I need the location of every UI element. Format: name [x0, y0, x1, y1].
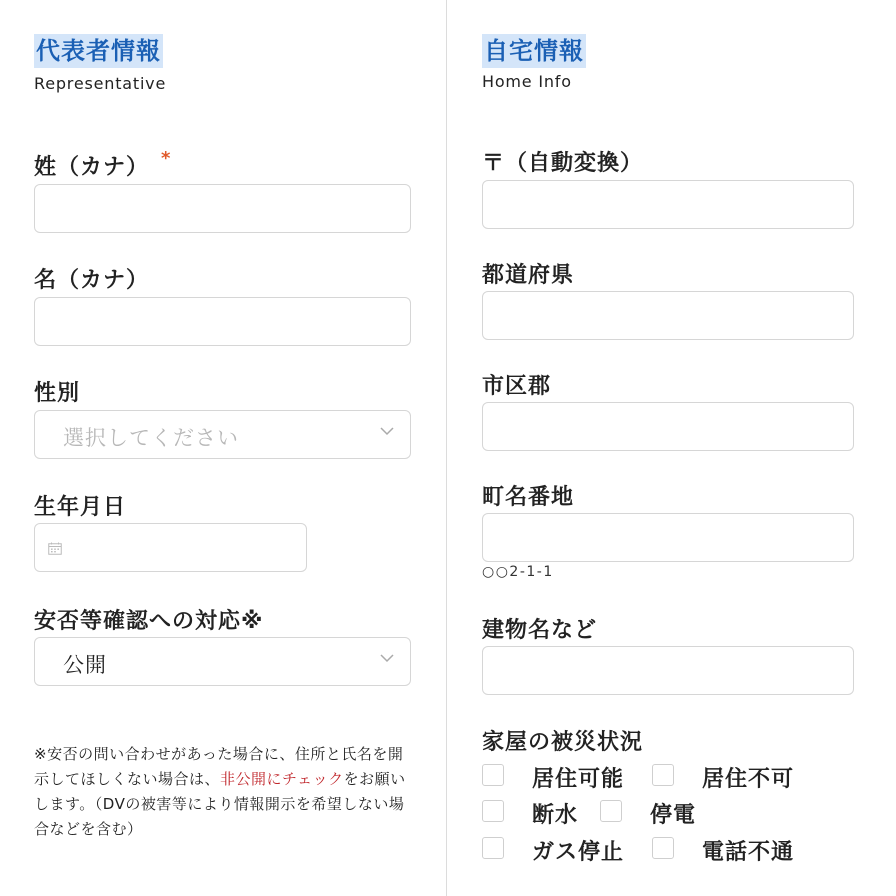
safety-check-value: 公開 — [63, 653, 107, 677]
gender-select[interactable] — [34, 410, 411, 459]
safety-check-label: 安否等確認への対応※ — [34, 609, 264, 634]
birthdate-field[interactable] — [34, 523, 307, 572]
postal-code-label: 〒（自動変換） — [482, 151, 644, 176]
safety-note-highlight: 非公開にチェック — [220, 770, 344, 788]
representative-subtitle: Representative — [34, 74, 167, 93]
birthdate-label: 生年月日 — [34, 495, 127, 520]
prefecture-field[interactable] — [482, 291, 854, 340]
street-input[interactable] — [483, 514, 853, 561]
safety-note-text: ※安否の問い合わせがあった場合に、住所と氏名を開示してほしくない場合は、 — [34, 745, 404, 788]
last-name-kana-field[interactable] — [34, 184, 411, 233]
home-title: 自宅情報 — [482, 34, 586, 68]
chevron-down-icon — [380, 651, 394, 667]
home-subtitle: Home Info — [482, 72, 572, 91]
representative-title: 代表者情報 — [34, 34, 163, 68]
chevron-down-icon — [380, 424, 394, 440]
city-field[interactable] — [482, 402, 854, 451]
building-field[interactable] — [482, 646, 854, 695]
damage-row-1 — [482, 762, 854, 792]
checkbox-label: 居住可能 — [532, 767, 625, 792]
damage-row-3 — [482, 835, 854, 865]
checkbox-phone-outage[interactable] — [652, 837, 674, 859]
checkbox-label: 断水 — [532, 803, 579, 828]
safety-check-select[interactable] — [34, 637, 411, 686]
first-name-kana-field[interactable] — [34, 297, 411, 346]
first-name-kana-label: 名（カナ） — [34, 268, 150, 293]
checkbox-label: 居住不可 — [702, 767, 795, 792]
checkbox-label: ガス停止 — [532, 840, 625, 865]
checkbox-label: 停電 — [650, 803, 697, 828]
prefecture-label: 都道府県 — [482, 263, 575, 288]
city-input[interactable] — [483, 403, 853, 450]
damage-status-label: 家屋の被災状況 — [482, 730, 644, 755]
last-name-kana-label — [34, 150, 171, 181]
postal-code-input[interactable] — [483, 181, 853, 228]
checkbox-uninhabitable[interactable] — [652, 764, 674, 786]
checkbox-gas-outage[interactable] — [482, 837, 504, 859]
checkbox-water-outage[interactable] — [482, 800, 504, 822]
gender-select-placeholder: 選択してください — [63, 426, 239, 450]
safety-note — [34, 742, 414, 842]
building-label: 建物名など — [482, 618, 598, 643]
safety-note-text-end: をお願いします。（DVの被害等により情報開示を希望しない場合などを含む） — [34, 770, 406, 838]
last-name-kana-input[interactable] — [35, 185, 410, 232]
postal-code-field[interactable] — [482, 180, 854, 229]
city-label: 市区郡 — [482, 374, 552, 399]
street-field[interactable] — [482, 513, 854, 562]
building-input[interactable] — [483, 647, 853, 694]
checkbox-power-outage[interactable] — [600, 800, 622, 822]
last-name-kana-label-text: 姓（カナ） — [34, 155, 150, 180]
prefecture-input[interactable] — [483, 292, 853, 339]
street-hint: ○○2-1-1 — [482, 564, 554, 580]
checkbox-label: 電話不通 — [702, 840, 795, 865]
damage-row-2 — [482, 798, 854, 828]
checkbox-habitable[interactable] — [482, 764, 504, 786]
first-name-kana-input[interactable] — [35, 298, 410, 345]
street-label: 町名番地 — [482, 485, 575, 510]
calendar-icon — [48, 540, 62, 553]
gender-label: 性別 — [34, 381, 81, 406]
column-divider — [446, 0, 447, 896]
required-mark: * — [161, 148, 172, 169]
